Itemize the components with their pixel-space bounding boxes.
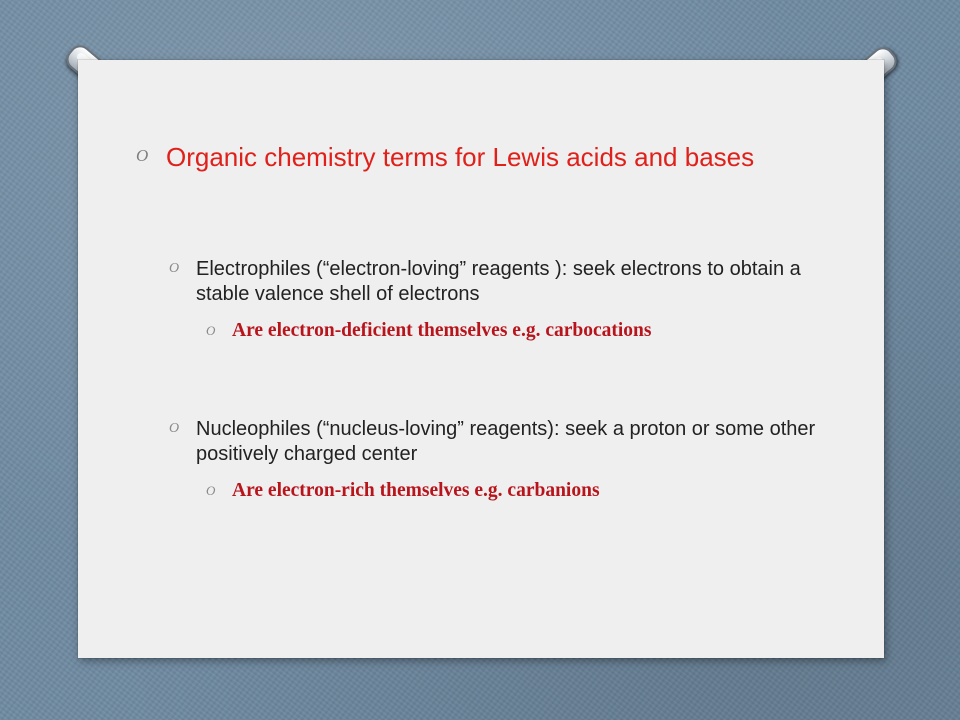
bullet-icon: O [136,146,149,165]
nucleophiles-bullet-item [169,417,849,467]
bullet-icon: O [206,323,216,338]
electrophiles-bullet-item [169,257,849,307]
nucleophiles-sub-bullet-item [206,479,846,503]
nucleophiles-text: Nucleophiles (“nucleus-loving” reagents): seek a proton or some other positively charged center [196,418,816,465]
bullet-icon: O [169,261,180,276]
nucleophiles-subtext: Are electron-rich themselves e.g. carbanions [232,480,600,501]
bullet-icon: O [169,421,180,436]
electrophiles-subtext: Are electron-deficient themselves e.g. carbocations [232,320,652,341]
electrophiles-text: Electrophiles (“electron-loving” reagents ): seek electrons to obtain a stable valence shell of electrons [196,258,801,305]
heading-bullet-item [136,140,816,174]
slide-heading: Organic chemistry terms for Lewis acids and bases [166,142,755,172]
electrophiles-sub-bullet-item [206,319,846,343]
bullet-icon: O [206,483,216,498]
